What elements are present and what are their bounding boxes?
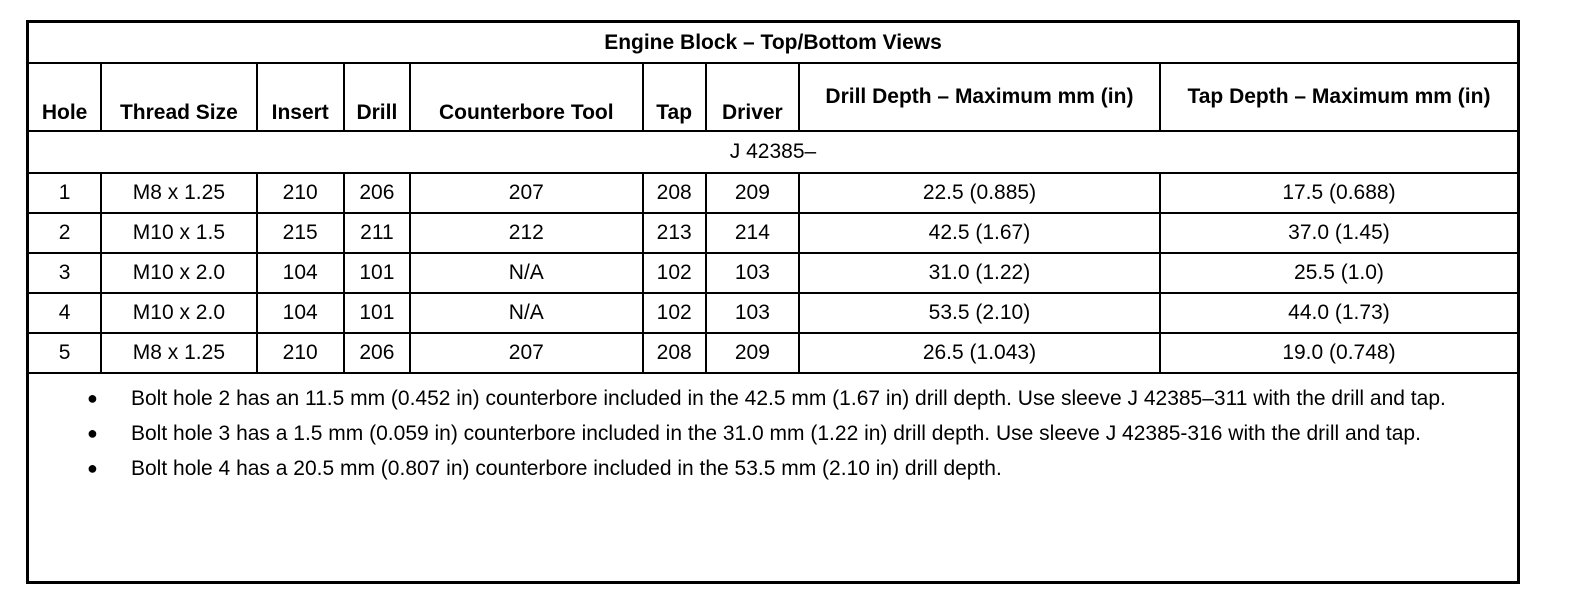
cell-insert: 104 bbox=[257, 293, 344, 333]
cell-drill: 101 bbox=[344, 293, 410, 333]
cell-tap-depth: 25.5 (1.0) bbox=[1160, 253, 1517, 293]
note-text: Bolt hole 3 has a 1.5 mm (0.059 in) counterbore included in the 31.0 mm (1.22 in) drill depth. Use sleeve J 42385-316 with the drill and tap. bbox=[131, 422, 1421, 445]
note-text: Bolt hole 4 has a 20.5 mm (0.807 in) counterbore included in the 53.5 mm (2.10 in) drill depth. bbox=[131, 457, 1002, 480]
bullet-dot-icon: ● bbox=[87, 388, 98, 408]
cell-counterbore-tool: 212 bbox=[410, 213, 643, 253]
cell-insert: 210 bbox=[257, 333, 344, 373]
cell-hole: 5 bbox=[29, 333, 101, 373]
cell-drill: 211 bbox=[344, 213, 410, 253]
header-drill-depth: Drill Depth – Maximum mm (in) bbox=[799, 63, 1160, 131]
cell-thread-size: M8 x 1.25 bbox=[101, 333, 256, 373]
cell-hole: 1 bbox=[29, 173, 101, 213]
cell-driver: 209 bbox=[706, 333, 799, 373]
table-title-row bbox=[29, 23, 1517, 63]
engine-block-spec-frame bbox=[26, 20, 1520, 584]
header-counterbore-tool: Counterbore Tool bbox=[410, 63, 643, 131]
cell-thread-size: M8 x 1.25 bbox=[101, 173, 256, 213]
list-item bbox=[87, 456, 1505, 481]
cell-driver: 103 bbox=[706, 253, 799, 293]
table-title: Engine Block – Top/Bottom Views bbox=[29, 23, 1517, 63]
cell-drill-depth: 26.5 (1.043) bbox=[799, 333, 1160, 373]
cell-tap-depth: 44.0 (1.73) bbox=[1160, 293, 1517, 333]
cell-drill: 101 bbox=[344, 253, 410, 293]
bullet-dot-icon: ● bbox=[87, 458, 98, 478]
cell-tap: 102 bbox=[643, 253, 706, 293]
cell-insert: 210 bbox=[257, 173, 344, 213]
cell-drill-depth: 53.5 (2.10) bbox=[799, 293, 1160, 333]
cell-tap-depth: 37.0 (1.45) bbox=[1160, 213, 1517, 253]
cell-drill-depth: 42.5 (1.67) bbox=[799, 213, 1160, 253]
list-item bbox=[87, 421, 1505, 446]
header-hole: Hole bbox=[29, 63, 101, 131]
table-row bbox=[29, 173, 1517, 213]
cell-driver: 209 bbox=[706, 173, 799, 213]
cell-counterbore-tool: 207 bbox=[410, 173, 643, 213]
cell-tap: 208 bbox=[643, 333, 706, 373]
cell-thread-size: M10 x 1.5 bbox=[101, 213, 256, 253]
cell-tap-depth: 19.0 (0.748) bbox=[1160, 333, 1517, 373]
cell-driver: 103 bbox=[706, 293, 799, 333]
notes-list bbox=[29, 374, 1517, 481]
cell-counterbore-tool: N/A bbox=[410, 293, 643, 333]
header-insert: Insert bbox=[257, 63, 344, 131]
cell-hole: 4 bbox=[29, 293, 101, 333]
thread-repair-table bbox=[29, 23, 1517, 374]
cell-tap-depth: 17.5 (0.688) bbox=[1160, 173, 1517, 213]
table-header-row bbox=[29, 63, 1517, 131]
cell-drill: 206 bbox=[344, 173, 410, 213]
table-row bbox=[29, 253, 1517, 293]
cell-insert: 215 bbox=[257, 213, 344, 253]
header-thread-size: Thread Size bbox=[101, 63, 256, 131]
cell-thread-size: M10 x 2.0 bbox=[101, 293, 256, 333]
cell-tap: 208 bbox=[643, 173, 706, 213]
cell-hole: 3 bbox=[29, 253, 101, 293]
header-driver: Driver bbox=[706, 63, 799, 131]
tool-kit-label: J 42385– bbox=[29, 131, 1517, 173]
tool-kit-group-row bbox=[29, 131, 1517, 173]
cell-tap: 213 bbox=[643, 213, 706, 253]
list-item bbox=[87, 386, 1505, 411]
table-row bbox=[29, 333, 1517, 373]
cell-counterbore-tool: 207 bbox=[410, 333, 643, 373]
cell-thread-size: M10 x 2.0 bbox=[101, 253, 256, 293]
cell-hole: 2 bbox=[29, 213, 101, 253]
cell-drill: 206 bbox=[344, 333, 410, 373]
cell-tap: 102 bbox=[643, 293, 706, 333]
cell-drill-depth: 22.5 (0.885) bbox=[799, 173, 1160, 213]
cell-insert: 104 bbox=[257, 253, 344, 293]
header-drill: Drill bbox=[344, 63, 410, 131]
cell-drill-depth: 31.0 (1.22) bbox=[799, 253, 1160, 293]
cell-counterbore-tool: N/A bbox=[410, 253, 643, 293]
header-tap: Tap bbox=[643, 63, 706, 131]
table-row bbox=[29, 293, 1517, 333]
table-row bbox=[29, 213, 1517, 253]
bullet-dot-icon: ● bbox=[87, 423, 98, 443]
cell-driver: 214 bbox=[706, 213, 799, 253]
header-tap-depth: Tap Depth – Maximum mm (in) bbox=[1160, 63, 1517, 131]
note-text: Bolt hole 2 has an 11.5 mm (0.452 in) counterbore included in the 42.5 mm (1.67 in) drill depth. Use sleeve J 42385–311 with the drill and tap. bbox=[131, 387, 1446, 410]
